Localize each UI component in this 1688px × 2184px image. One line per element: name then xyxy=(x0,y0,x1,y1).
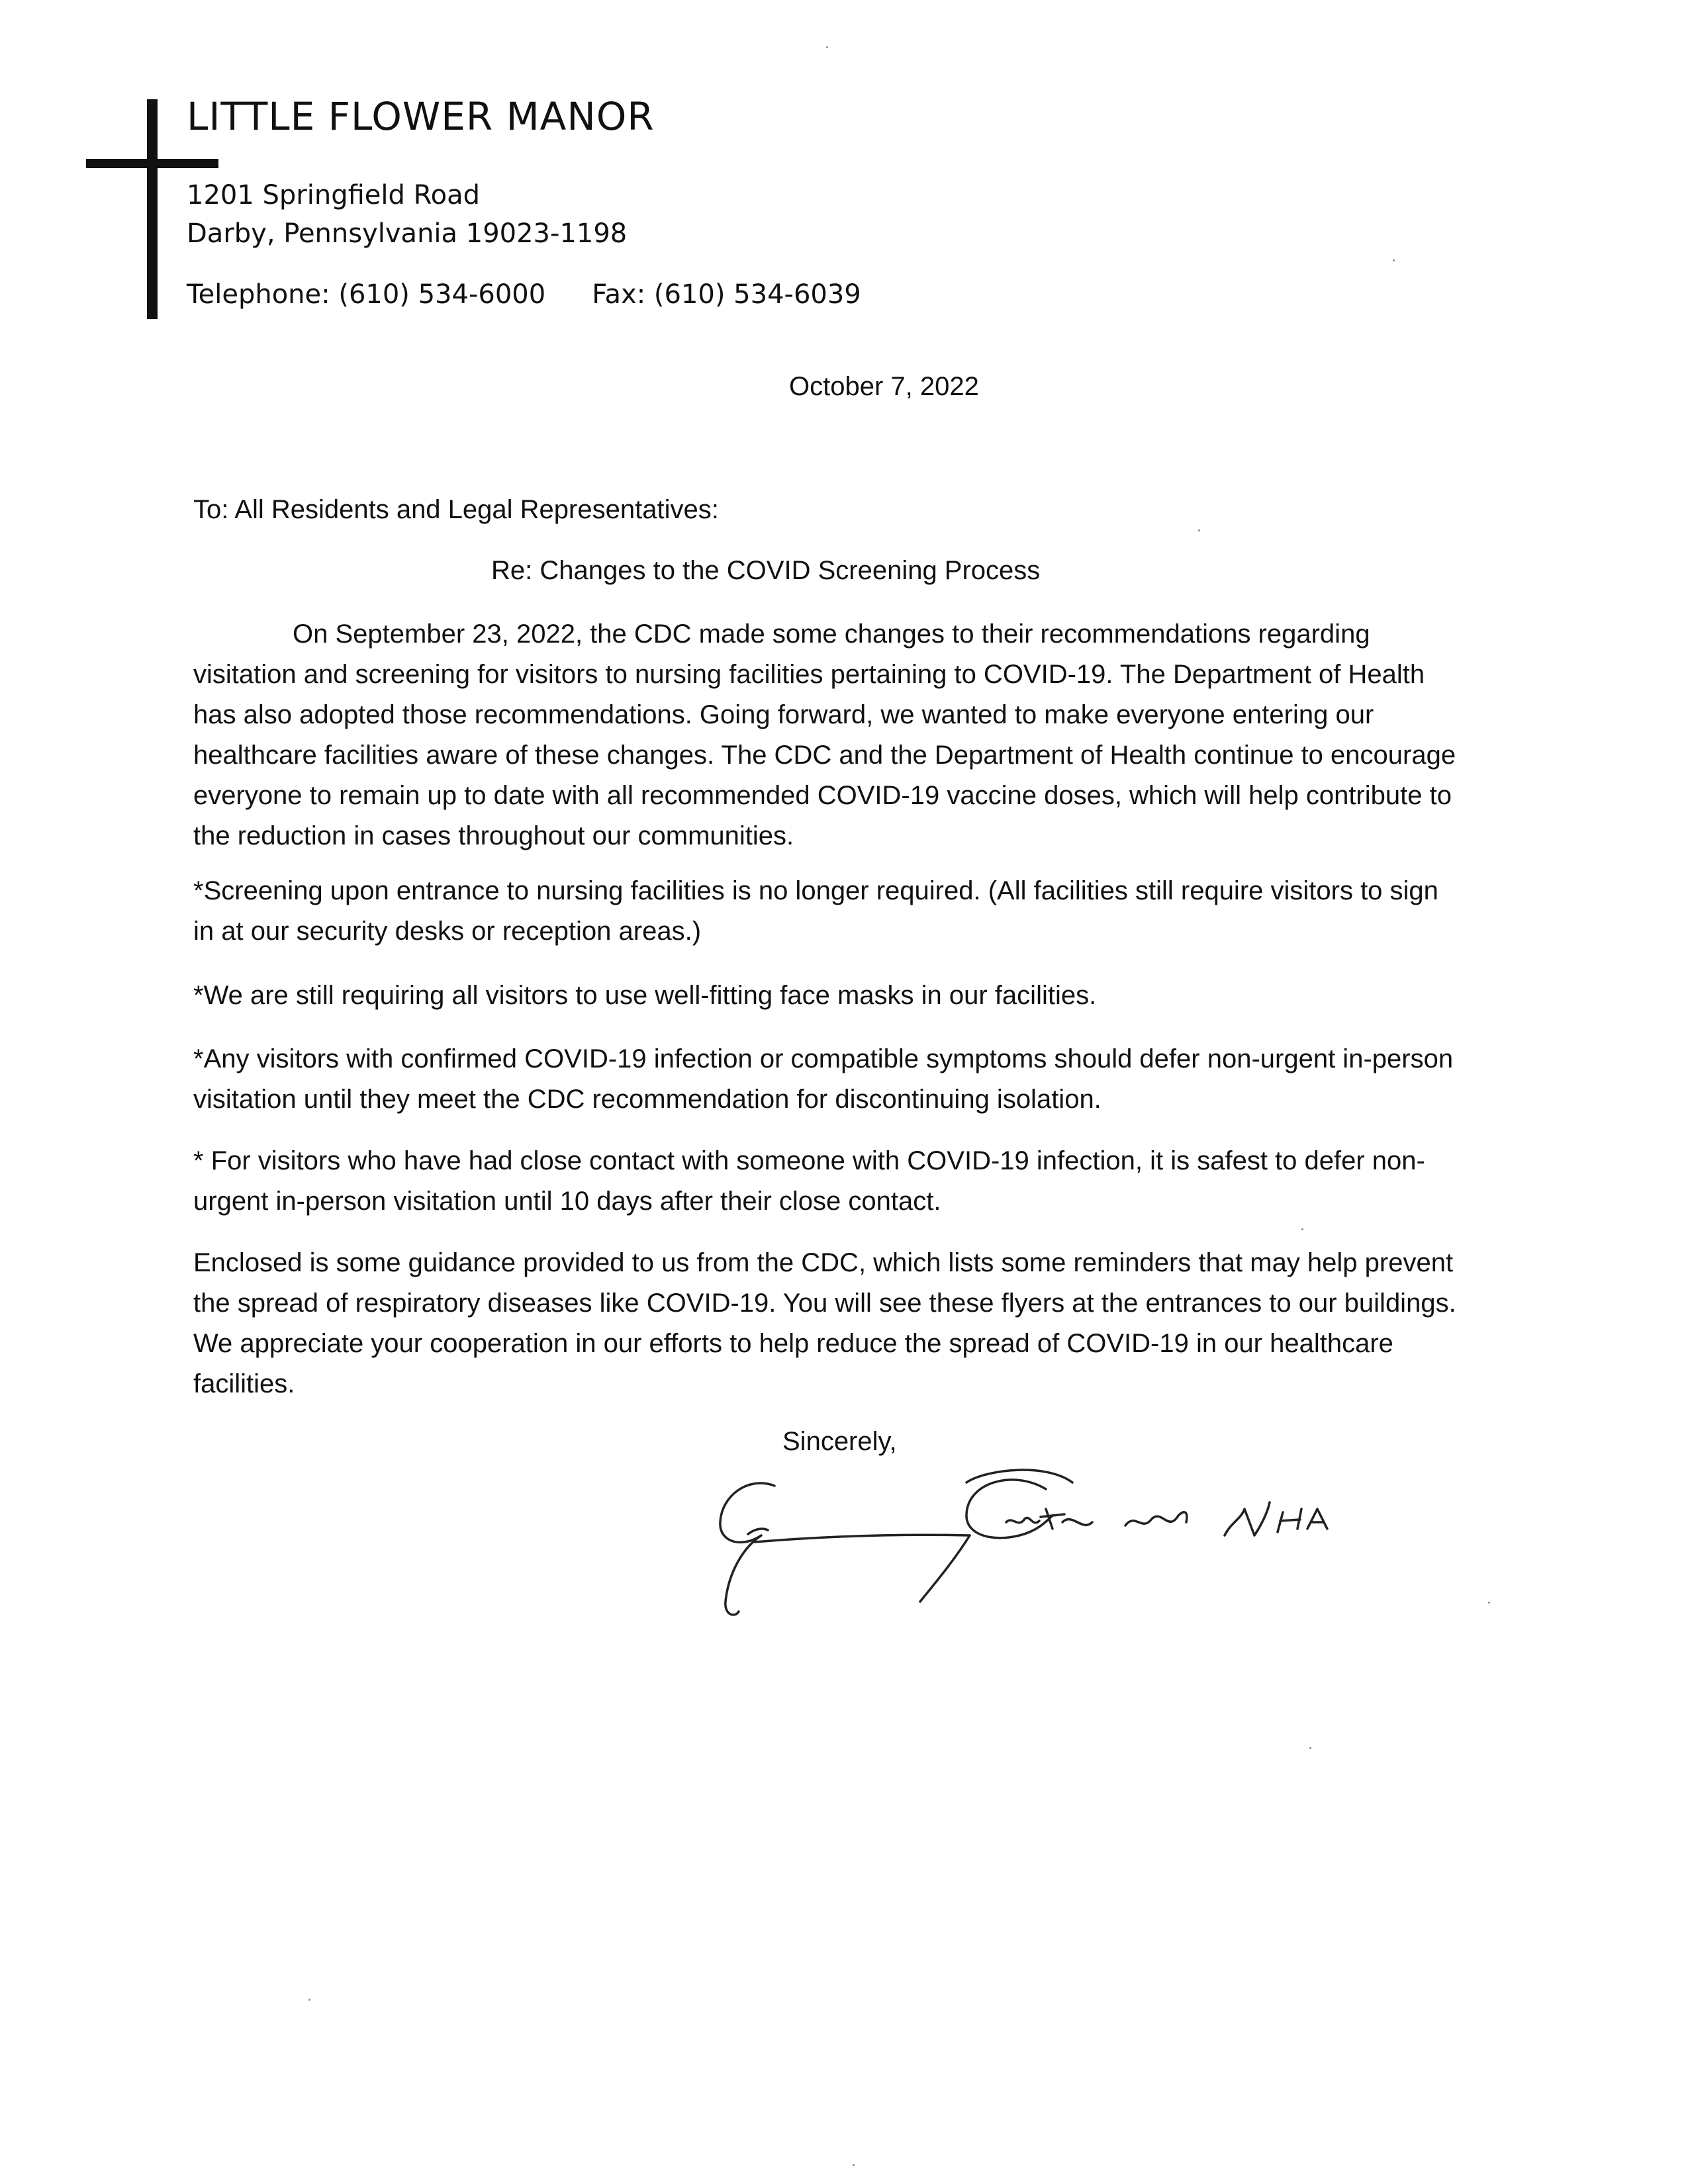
address-line-1: 1201 Springfield Road xyxy=(187,180,480,210)
paragraph-intro: On September 23, 2022, the CDC made some changes to their recommendations regarding visitation and screening for visitors to nursing facilities pertaining to COVID-19. The Department of Health has also adopted those recommendations. Going forward, we wanted to make everyone entering our healthcare facilities aware of these changes. The CDC and the Department of Health continue to encourage everyone to remain up to date with all recommended COVID-19 vaccine doses, which will help contribute to the reduction in cases throughout our communities. xyxy=(193,619,1456,850)
cross-logo-horizontal xyxy=(86,159,218,168)
salutation: To: All Residents and Legal Representatives: xyxy=(193,495,719,524)
fax: Fax: (610) 534-6039 xyxy=(592,279,861,310)
handwritten-signature xyxy=(702,1449,1350,1621)
subject-line: Re: Changes to the COVID Screening Process xyxy=(491,556,1041,585)
paragraph-masks: *We are still requiring all visitors to use well-fitting face masks in our facilities. xyxy=(193,981,1097,1010)
cross-logo-vertical xyxy=(147,99,158,319)
telephone: Telephone: (610) 534-6000 xyxy=(187,279,546,310)
paragraph-symptoms: *Any visitors with confirmed COVID-19 infection or compatible symptoms should defer non-urgent in-person visitation until they meet the CDC recommendation for discontinuing isolation. xyxy=(193,1044,1454,1114)
contact-line xyxy=(187,279,861,310)
letter-date: October 7, 2022 xyxy=(789,372,979,401)
closing: Sincerely, xyxy=(782,1427,897,1456)
organization-name: LITTLE FLOWER MANOR xyxy=(187,94,655,139)
paragraph-screening: *Screening upon entrance to nursing facilities is no longer required. (All facilities still require visitors to sign in at our security desks or reception areas.) xyxy=(193,876,1438,946)
paragraph-close-contact: * For visitors who have had close contact with someone with COVID-19 infection, it is safest to defer non-urgent in-person visitation until 10 days after their close contact. xyxy=(193,1146,1425,1216)
address-line-2: Darby, Pennsylvania 19023-1198 xyxy=(187,218,628,249)
paragraph-guidance: Enclosed is some guidance provided to us from the CDC, which lists some reminders that may help prevent the spread of respiratory diseases like COVID-19. You will see these flyers at the entrances to our buildings. We appreciate your cooperation in our efforts to help reduce the spread of COVID-19 in our healthcare facilities. xyxy=(193,1248,1456,1398)
